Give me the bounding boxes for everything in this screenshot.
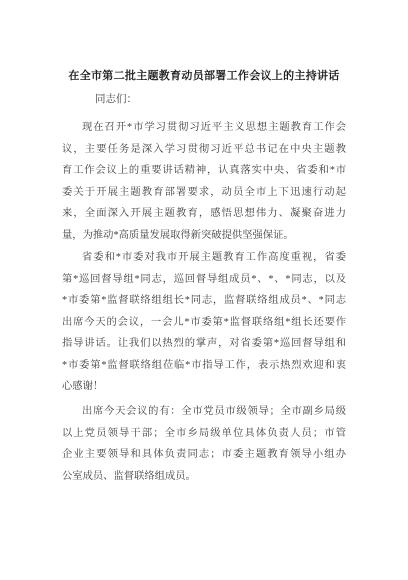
paragraph-line: 量，为推动*高质量发展取得新突破提供坚强保证。 [62, 229, 294, 241]
salutation: 同志们： [95, 94, 137, 105]
paragraph-line: 现在召开*市学习贯彻习近平主义思想主题教育工作会 [82, 122, 346, 133]
paragraph-line: 委关于开展主题教育部署要求，动员全市上下迅速行动起 [62, 186, 346, 198]
paragraph-line: 心感谢！ [62, 381, 104, 392]
paragraph-line: 出席今天的会议，一会儿*市委第*监督联络组*组长还要作 [62, 316, 346, 328]
paragraph-line: *市委第*监督联络组组长*同志，监督联络组成员*、*同志 [62, 295, 346, 306]
paragraph-line: 省委和*市委对我市开展主题教育工作高度重视，省委 [82, 252, 346, 263]
paragraph-line: 育工作会议上的重要讲话精神，认真落实中央、省委和*市 [62, 165, 346, 176]
paragraph-line: 以上党员领导干部；全市乡局级单位具体负责人员；市管 [62, 427, 346, 439]
document-title: 在全市第二批主题教育动员部署工作会议上的主持讲话 [68, 70, 340, 82]
paragraph-line: 出席今天会议的有：全市党员市级领导；全市副乡局级 [82, 406, 346, 417]
paragraph-1 [62, 117, 346, 246]
paragraph-line: 公室成员、监督联络组成员。 [62, 470, 196, 482]
paragraph-line: 指导讲话。让我们以热烈的掌声，对省委第*巡回督导组和 [62, 338, 346, 349]
paragraph-3 [62, 401, 346, 487]
paragraph-line: 议，主要任务是深入学习贯彻习近平总书记在中央主题教 [62, 143, 346, 155]
paragraph-2 [62, 247, 346, 398]
paragraph-line: 来，全面深入开展主题教育，感悟思想伟力、凝聚奋进力 [62, 208, 346, 219]
paragraph-line: *市委第*监督联络组莅临*市指导工作，表示热烈欢迎和衷 [62, 359, 346, 371]
paragraph-line: 企业主要领导和具体负责同志；市委主题教育领导小组办 [62, 449, 346, 460]
paragraph-line: 第*巡回督导组*同志，巡回督导组成员*、*、*同志，以及 [62, 273, 346, 285]
